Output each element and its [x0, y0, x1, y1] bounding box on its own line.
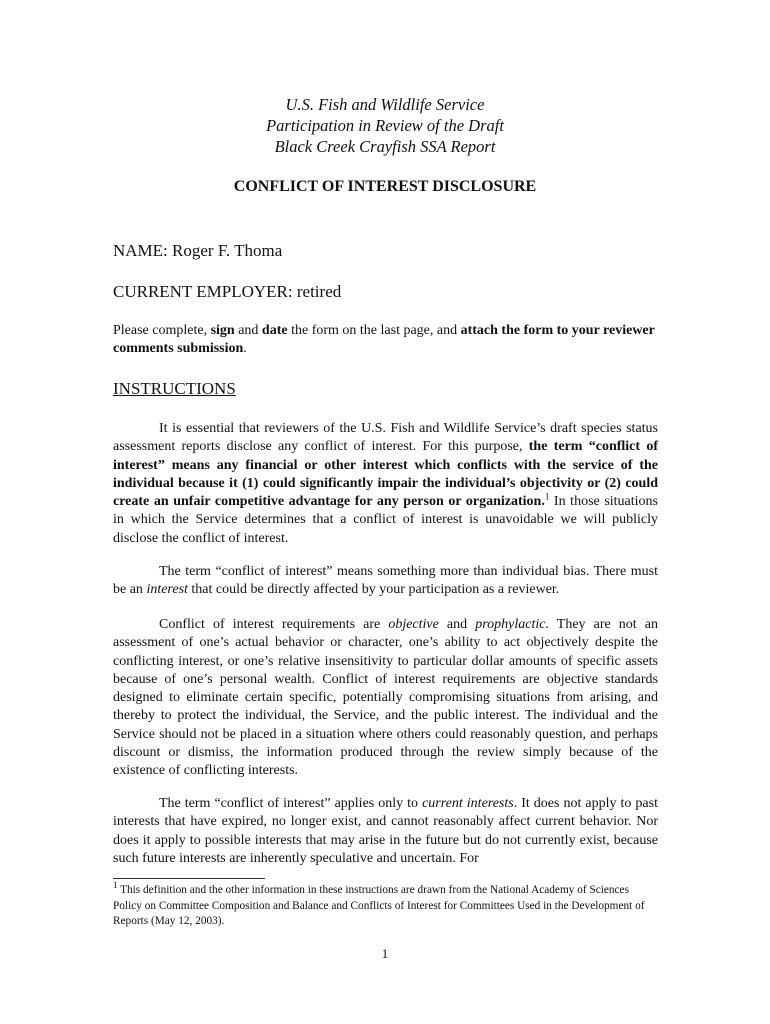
footnote-text: This definition and the other information in these instructions are drawn from the National Academy of Sciences Policy on Committee Composition and Balance and Conflicts of Interest for Committees Used in the Development of Reports (May 12, 2003). [113, 884, 645, 927]
paragraph-4 [113, 795, 658, 868]
text-run: Conflict of interest requirements are [159, 617, 389, 632]
text-run: and [438, 617, 476, 632]
bold-run: the term “conflict of interest” means any financial or other interest which conflicts with the service of the individual because it (1) could significantly impair the individual’s objectivity or (2) could create an unfair competitive advantage for any person or organization. [113, 439, 658, 510]
italic-run: prophylactic. [475, 617, 549, 632]
bold-run: sign [210, 323, 235, 338]
instructions-heading: INSTRUCTIONS [113, 379, 236, 398]
report-header [0, 94, 770, 157]
text-run: Please complete, [113, 323, 211, 338]
text-run: They are not an assessment of one’s actual behavior or character, one’s ability to act objectively despite the conflicting interest, or one’s relative insensitivity to particular dollar amounts of specific assets because of one’s personal wealth. Conflict of interest requirements are objective standards designed to eliminate certain specific, potentially compromising situations from arising, and thereby to protect the individual, the Service, and the public interest. The individual and the Service should not be placed in a situation where others could reasonably question, and perhaps discount or dismiss, the information produced through the review simply because of the existence of conflicting interests. [113, 617, 658, 779]
header-participation: Participation in Review of the Draft [266, 116, 504, 135]
submission-instructions [113, 322, 658, 358]
text-run: The term “conflict of interest” means something more than individual bias. There must be an [113, 564, 658, 598]
page-title: CONFLICT OF INTEREST DISCLOSURE [233, 178, 537, 195]
italic-run: objective [388, 617, 439, 632]
name-field [113, 241, 282, 261]
bold-run: attach the form to your reviewer comments submission [113, 323, 655, 356]
footnote [113, 880, 658, 930]
bold-run: date [261, 323, 288, 338]
employer-value: retired [296, 282, 342, 301]
paragraph-1 [113, 420, 658, 548]
footnote-marker: 1 [113, 880, 118, 891]
text-run: . [243, 341, 247, 356]
italic-run: interest [146, 582, 188, 598]
text-run: and [234, 323, 262, 338]
footnote-ref: 1 [544, 491, 550, 502]
text-run: The term “conflict of interest” applies only to [159, 796, 423, 811]
italic-run: current interests [422, 796, 514, 811]
page-number: 1 [381, 946, 389, 961]
footnote-divider [113, 878, 265, 879]
name-value: Roger F. Thoma [172, 241, 283, 260]
text-run: that could be directly affected by your participation as a reviewer. [187, 582, 560, 598]
paragraph-3 [113, 616, 658, 781]
text-run: It is essential that reviewers of the U.S. Fish and Wildlife Service’s draft species status assessment reports disclose any conflict of interest. For this purpose, [113, 421, 658, 455]
name-label: NAME: [113, 241, 168, 260]
employer-field [113, 282, 341, 302]
paragraph-2 [113, 563, 658, 600]
header-report-title: Black Creek Crayfish SSA Report [274, 137, 496, 156]
text-run: . It does not apply to past interests that have expired, no longer exist, and cannot reasonably affect current behavior. Nor does it apply to possible interests that may arise in the future but do not currently exist, because such future interests are inherently speculative and uncertain. For [113, 796, 658, 866]
employer-label: CURRENT EMPLOYER: [113, 282, 293, 301]
text-run: In those situations in which the Service determines that a conflict of interest is unavoidable we will publicly disclose the conflict of interest. [113, 494, 658, 546]
header-agency: U.S. Fish and Wildlife Service [285, 95, 485, 114]
text-run: the form on the last page, and [287, 323, 461, 338]
